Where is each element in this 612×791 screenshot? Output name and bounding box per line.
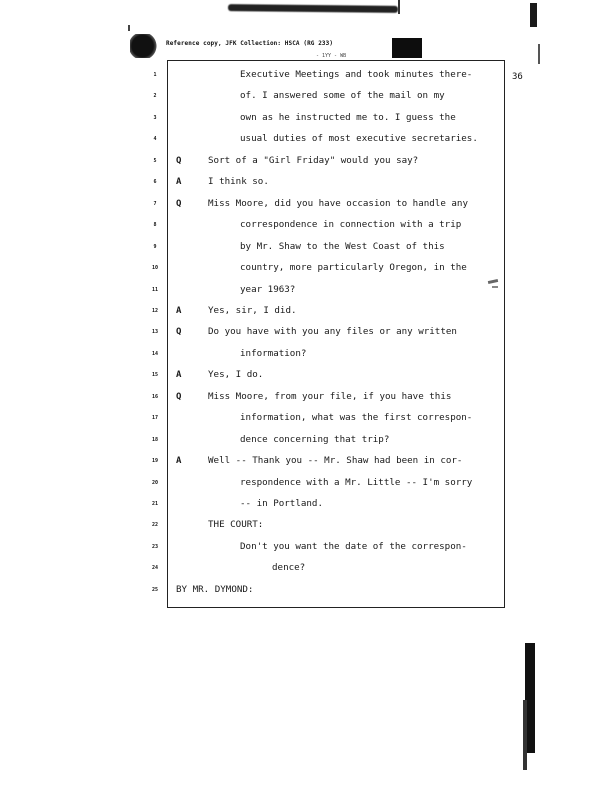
transcript-line	[0, 260, 612, 276]
transcript-line	[0, 174, 612, 190]
transcript-line	[0, 432, 612, 448]
line-number: 23	[151, 543, 159, 550]
line-number: 1	[153, 72, 157, 78]
line-text: Miss Moore, did you have occasion to handle any	[208, 197, 468, 209]
line-text: own as he instructed me to. I guess the	[240, 111, 456, 123]
line-text: Do you have with you any files or any written	[208, 326, 457, 338]
scan-artifact	[228, 4, 398, 13]
line-number: 16	[151, 393, 159, 400]
transcript-line	[0, 239, 612, 255]
transcript-line	[0, 389, 612, 405]
line-text: THE COURT:	[208, 519, 264, 531]
transcript-line	[0, 346, 612, 362]
header-subline: - 1YY - WB	[316, 53, 347, 59]
line-number: 13	[151, 329, 159, 336]
transcript-line	[0, 517, 612, 533]
line-number: 10	[151, 265, 159, 272]
transcript-line	[0, 153, 612, 169]
line-number: 6	[153, 179, 157, 186]
speaker-label: Q	[176, 198, 182, 209]
line-text: respondence with a Mr. Little -- I'm sorry	[240, 476, 473, 488]
redaction-block	[392, 38, 422, 58]
line-number: 25	[151, 586, 159, 593]
transcript-line	[0, 67, 612, 83]
speaker-label: Q	[176, 391, 182, 402]
speaker-label: Q	[176, 155, 182, 166]
transcript-line	[0, 217, 612, 233]
line-number: 15	[151, 372, 159, 379]
line-number: 2	[153, 93, 157, 100]
line-number: 19	[151, 458, 159, 465]
transcript-line	[0, 539, 612, 555]
scan-artifact	[523, 700, 527, 770]
transcript-line	[0, 324, 612, 340]
line-text: information, what was the first correspon-	[240, 412, 473, 424]
line-text: Yes, sir, I did.	[208, 304, 297, 316]
line-text: dence concerning that trip?	[240, 433, 390, 445]
line-text: I think so.	[208, 176, 269, 188]
line-text: year 1963?	[240, 283, 296, 295]
transcript-line	[0, 131, 612, 147]
line-number: 8	[153, 222, 157, 229]
line-number: 24	[151, 565, 159, 572]
line-text: Miss Moore, from your file, if you have this	[208, 390, 452, 402]
line-text: Well -- Thank you -- Mr. Shaw had been in cor-	[208, 455, 463, 467]
line-text: BY MR. DYMOND:	[176, 583, 254, 595]
line-text: by Mr. Shaw to the West Coast of this	[240, 240, 445, 252]
archive-stamp-icon	[130, 34, 158, 58]
line-number: 3	[153, 114, 157, 121]
transcript-line	[0, 560, 612, 576]
reference-line: Reference copy, JFK Collection: HSCA (RG 233)	[166, 40, 334, 47]
line-number: 20	[151, 479, 159, 486]
line-number: 21	[151, 501, 159, 507]
line-text: Sort of a "Girl Friday" would you say?	[208, 154, 419, 166]
page-number: 36	[512, 72, 523, 82]
speaker-label: A	[176, 456, 182, 467]
scan-artifact	[538, 44, 540, 64]
line-text: information?	[240, 347, 307, 359]
line-number: 18	[151, 436, 159, 443]
line-text: correspondence in connection with a trip	[240, 219, 462, 231]
transcript-line	[0, 582, 612, 598]
line-text: of. I answered some of the mail on my	[240, 90, 445, 102]
transcript-line	[0, 303, 612, 319]
line-number: 11	[151, 286, 159, 293]
line-number: 7	[153, 200, 157, 207]
transcript-line	[0, 410, 612, 426]
speaker-label: A	[176, 370, 182, 381]
line-number: 22	[151, 522, 159, 529]
line-number: 12	[151, 307, 159, 314]
transcript-line	[0, 110, 612, 126]
line-number: 4	[153, 136, 157, 143]
line-text: Don't you want the date of the correspon-	[240, 540, 467, 552]
transcript-line	[0, 282, 612, 298]
line-text: Yes, I do.	[208, 369, 264, 381]
scan-artifact	[398, 0, 400, 14]
line-number: 14	[151, 350, 159, 357]
line-text: -- in Portland.	[240, 498, 323, 509]
transcript-line	[0, 196, 612, 212]
line-number: 5	[153, 157, 157, 164]
transcript-line	[0, 453, 612, 469]
transcript-line	[0, 367, 612, 383]
line-number: 17	[151, 415, 159, 422]
transcript-line	[0, 475, 612, 491]
scan-artifact	[530, 3, 537, 27]
line-number: 9	[153, 243, 157, 250]
speaker-label: A	[176, 177, 182, 188]
line-text: dence?	[272, 562, 306, 574]
speaker-label: Q	[176, 327, 182, 338]
scan-artifact	[492, 286, 498, 288]
line-text: country, more particularly Oregon, in the	[240, 262, 467, 274]
transcript-line	[0, 88, 612, 104]
line-text: usual duties of most executive secretaries.	[240, 133, 478, 145]
speaker-label: A	[176, 305, 182, 316]
transcript-line	[0, 496, 612, 512]
scan-artifact	[128, 25, 130, 31]
line-text: Executive Meetings and took minutes there-	[240, 69, 473, 80]
